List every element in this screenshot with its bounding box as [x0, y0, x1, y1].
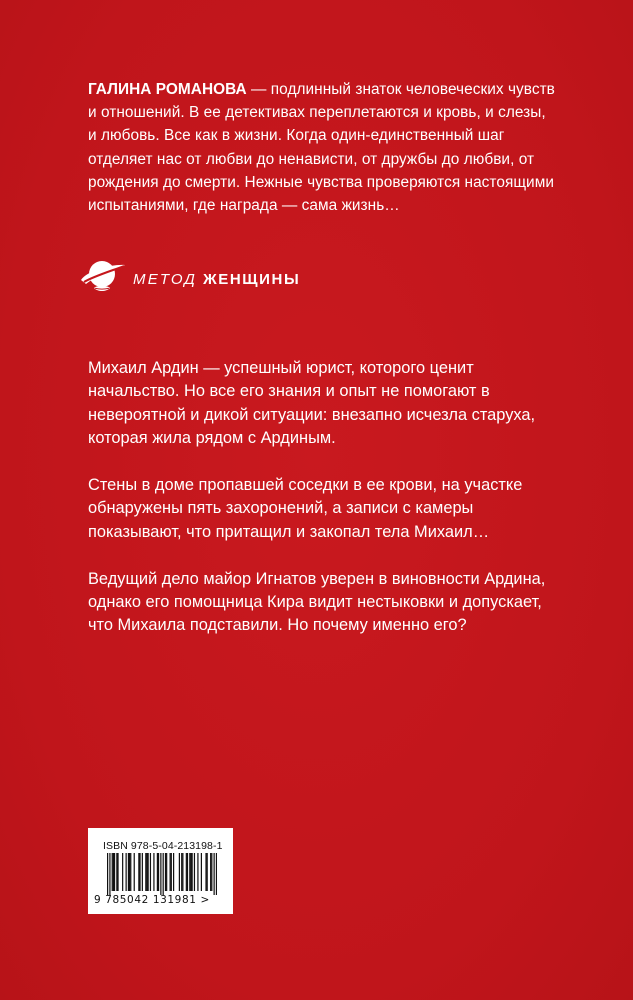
barcode-bar [211, 853, 212, 891]
author-intro [88, 78, 558, 217]
barcode-bar [134, 853, 135, 891]
barcode-bar [186, 853, 187, 891]
barcode-bar [128, 853, 129, 891]
barcode-bar [189, 853, 190, 891]
series-word-bold: ЖЕНЩИНЫ [203, 271, 301, 288]
series-logo [78, 254, 398, 304]
barcode-bar [207, 853, 208, 891]
barcode-bar [216, 853, 217, 895]
barcode-bar [194, 853, 195, 891]
barcode-bar [165, 853, 166, 891]
barcode-bar [112, 853, 113, 891]
barcode-bar [122, 853, 123, 891]
barcode-bar [160, 853, 161, 895]
barcode-bar [126, 853, 127, 891]
barcode-bar [192, 853, 193, 891]
barcode-bar [139, 853, 140, 891]
barcode-bar [113, 853, 114, 891]
barcode-bar [109, 853, 110, 895]
author-description: — подлинный знаток человеческих чувств и отношений. В ее детективах переплетаются и кровь, и слезы, и любовь. Все как в жизни. Когда один-единственный шаг отделяет нас от любви до ненависти, от дружбы до любви, от рождения до смерти. Нежные чувства проверяются настоящими испытаниями, где награда — сама жизнь… [88, 81, 555, 215]
barcode-bar [153, 853, 154, 891]
barcode-bar [142, 853, 143, 891]
barcode-bar [163, 853, 164, 895]
barcode-bar [170, 853, 171, 891]
barcode-bar [166, 853, 167, 891]
barcode-bar [214, 853, 215, 895]
annotation-paragraph-1: Михаил Ардин — успешный юрист, которого ценит начальство. Но все его знания и опыт не помогают в невероятной и дикой ситуации: внезапно исчезла старуха, которая жила рядом с Ардиным. [88, 359, 536, 448]
barcode-bar [190, 853, 191, 891]
barcode-bar [187, 853, 188, 891]
barcode-bar [145, 853, 146, 891]
annotation-paragraph-3: Ведущий дело майор Игнатов уверен в виновности Ардина, однако его помощница Кира видит нестыковки и допускает, что Михаила подставили. Но почему именно его? [88, 569, 546, 635]
annotation [88, 357, 568, 661]
isbn-barcode [88, 828, 233, 914]
barcode-bar [130, 853, 131, 891]
isbn-number: ISBN 978-5-04-213198-1 [103, 840, 223, 852]
barcode-bar [157, 853, 158, 891]
barcode-bar [150, 853, 151, 891]
series-word-light: МЕТОД [133, 271, 198, 288]
barcode-bar [148, 853, 149, 891]
barcode-bar [116, 853, 117, 891]
barcode-bar [114, 853, 115, 891]
barcode-bar [158, 853, 159, 891]
barcode-bar [179, 853, 180, 891]
barcode-bar [197, 853, 198, 891]
barcode-bar [107, 853, 108, 895]
barcode-bar [129, 853, 130, 891]
barcode-bar [173, 853, 174, 891]
barcode-bar [182, 853, 183, 891]
barcode-bars [107, 853, 217, 895]
barcode-bar [117, 853, 118, 891]
author-name: ГАЛИНА РОМАНОВА [88, 81, 247, 98]
barcode-bar [210, 853, 211, 891]
barcode-bar [181, 853, 182, 891]
barcode-bar [205, 853, 206, 891]
annotation-paragraph-2: Стены в доме пропавшей соседки в ее крови, на участке обнаружены пять захоронений, а записи с камеры показывают, что притащил и закопал тела Михаил… [88, 476, 523, 541]
barcode-bar [138, 853, 139, 891]
barcode-bar [201, 853, 202, 891]
hat-lips-logo-icon [78, 254, 130, 302]
barcode-bar [146, 853, 147, 891]
barcode-bar [171, 853, 172, 891]
barcode-digits: 9 785042 131981 > [94, 894, 210, 906]
series-name [133, 271, 300, 288]
